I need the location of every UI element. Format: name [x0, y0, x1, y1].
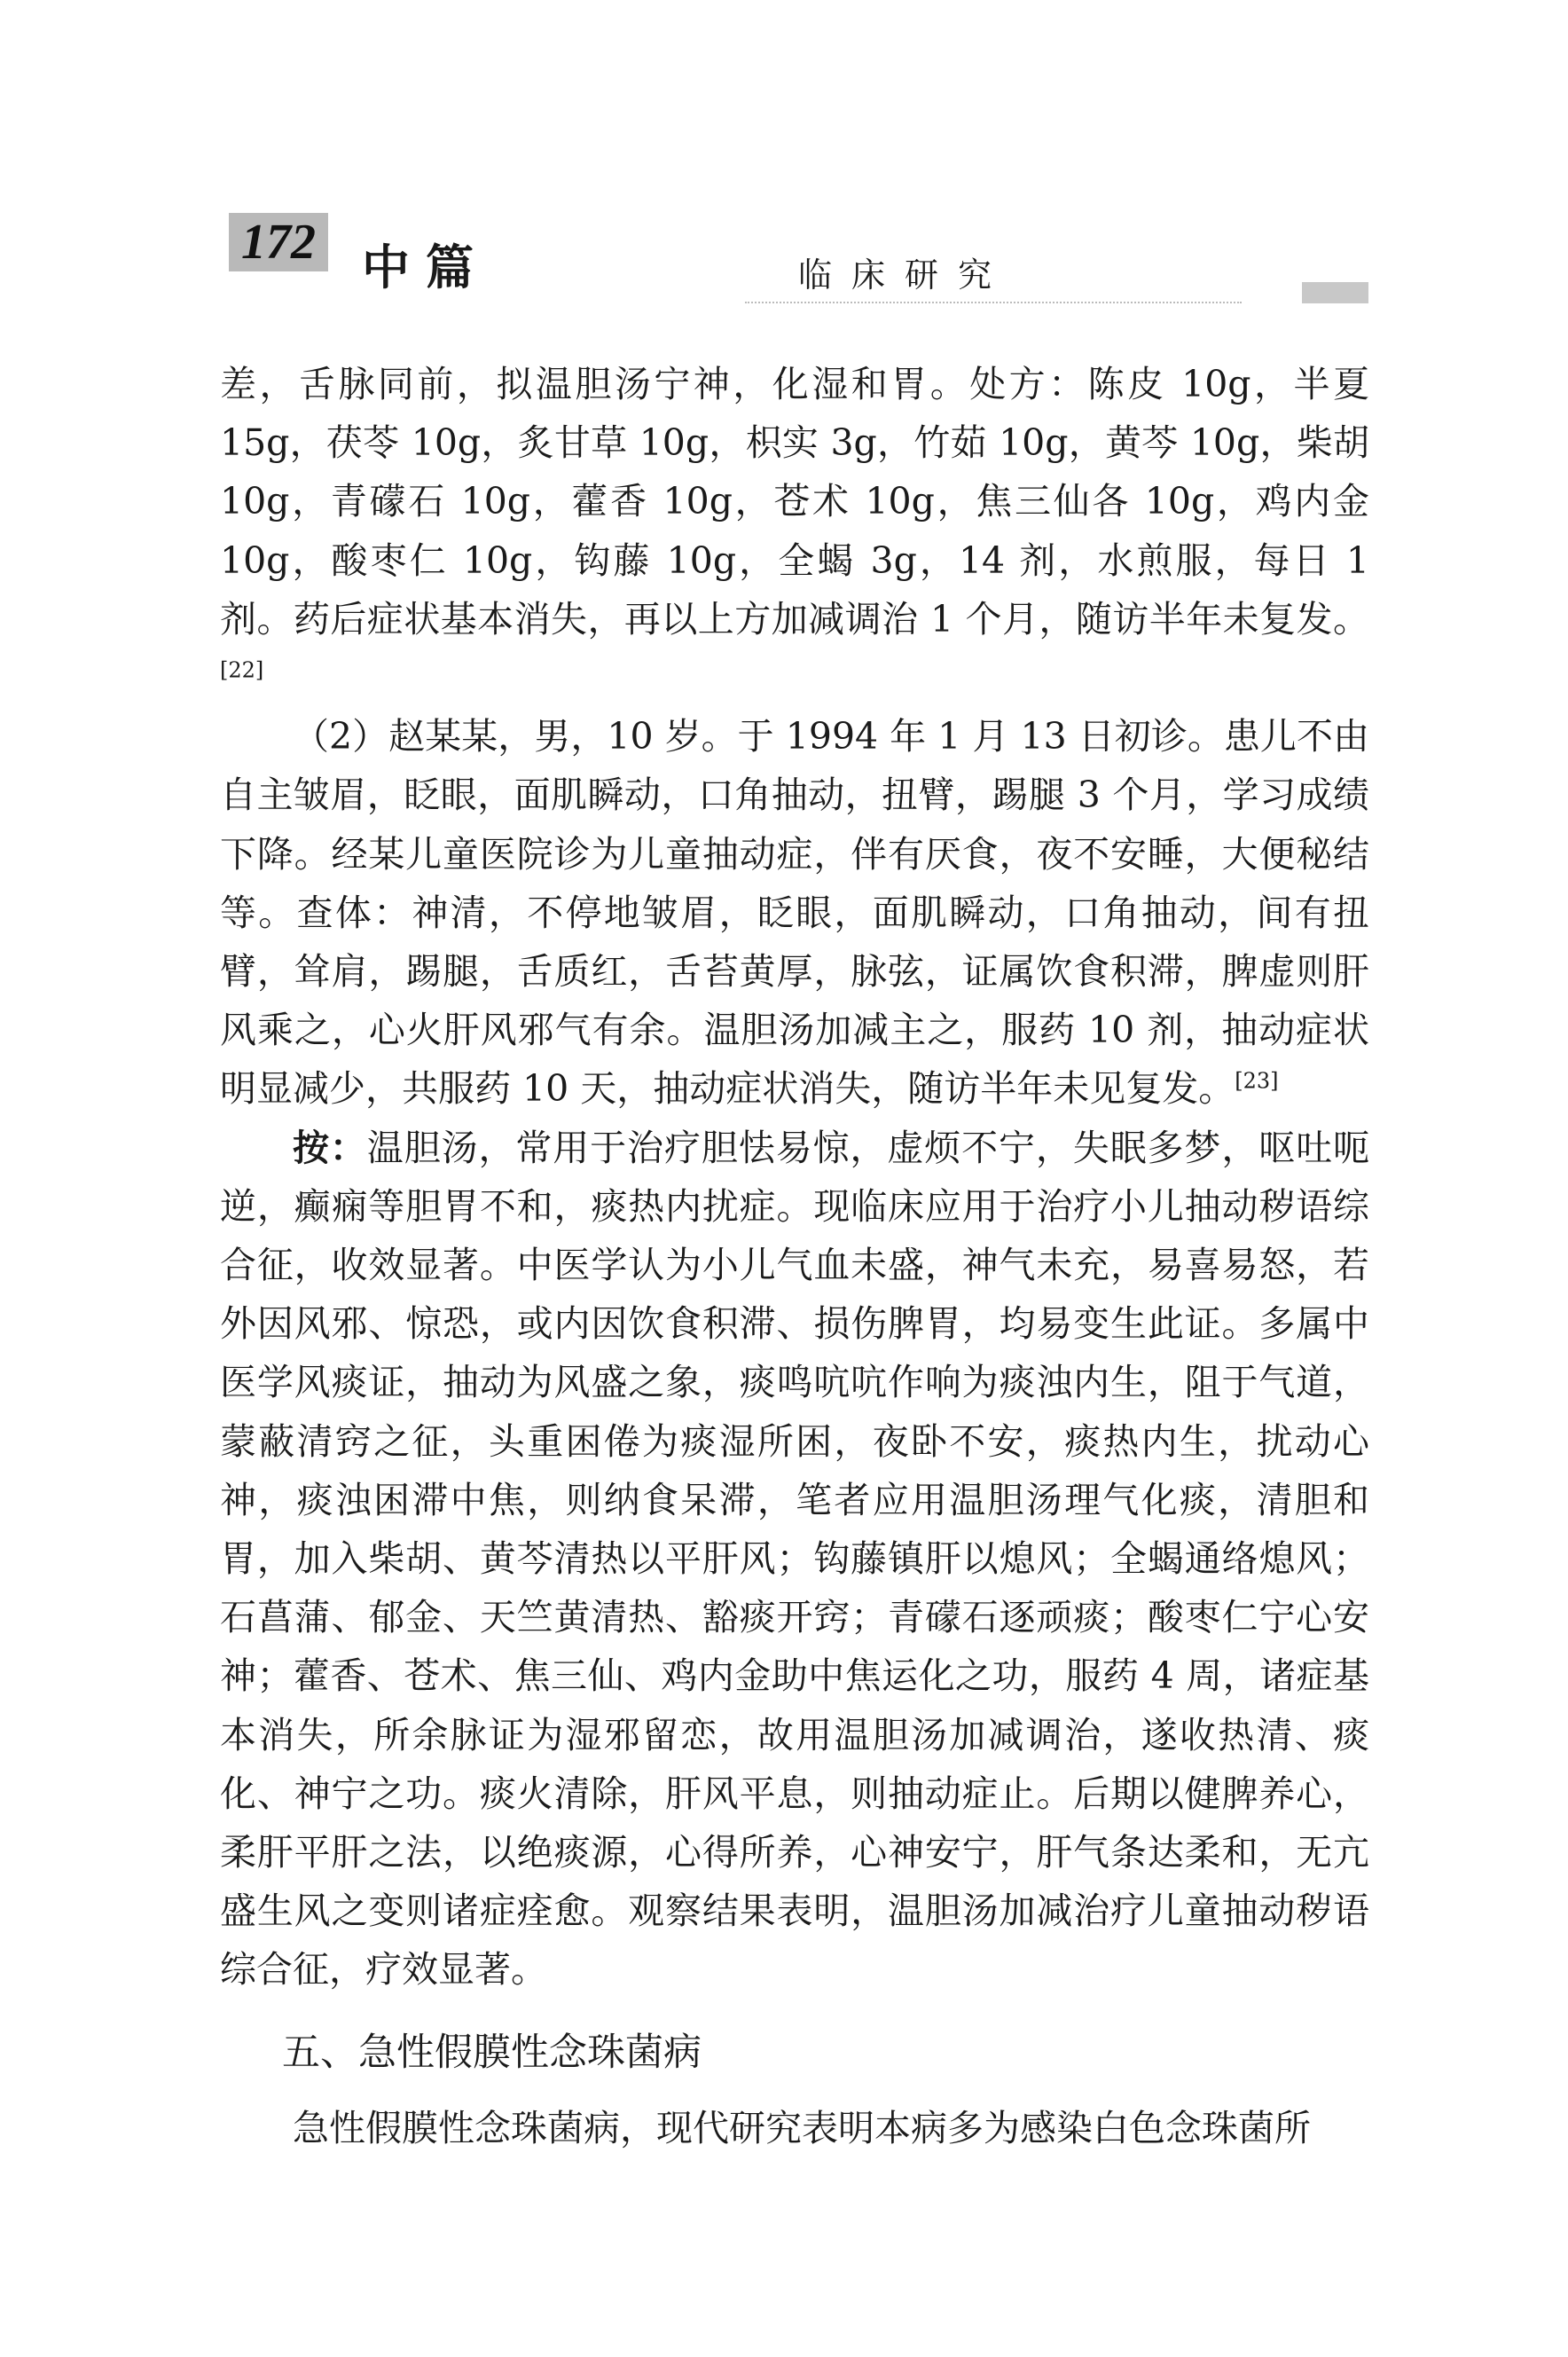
paragraph-candidiasis: [220, 2099, 1369, 2157]
commentary-label: 按：: [293, 1126, 367, 1169]
part-title: 中篇: [362, 240, 490, 295]
header-bar: [1302, 282, 1368, 303]
paragraph-text: （2）赵某某，男，10 岁。于 1994 年 1 月 13 日初诊。患儿不由自主皱眉，眨眼，面肌瞬动，口角抽动，扭臂，踢腿 3 个月，学习成绩下降。经某儿童医院诊为儿童抽动症，伴有厌食，夜不安睡，大便秘结等。查体：神清，不停地皱眉，眨眼，面肌瞬动，口角抽动，间有扭臂，耸肩，踢腿，舌质红，舌苔黄厚，脉弦，证属饮食积滞，脾虚则肝风乘之，心火肝风邪气有余。温胆汤加减主之，服药 10 剂，抽动症状明显减少，共服药 10 天，抽动症状消失，随访半年未见复发。: [220, 715, 1369, 1111]
section-heading: 五、急性假膜性念珠菌病: [282, 2030, 702, 2075]
citation-ref: [23]: [1235, 1068, 1279, 1094]
page-number: 172: [229, 213, 328, 271]
paragraph-case-2: [220, 707, 1369, 1118]
paragraph-text: 差，舌脉同前，拟温胆汤宁神，化湿和胃。处方：陈皮 10g，半夏 15g，茯苓 10g，炙甘草 10g，枳实 3g，竹茹 10g，黄芩 10g，柴胡 10g，青礞石 10g，藿香 10g，苍术 10g，焦三仙各 10g，鸡内金 10g，酸枣仁 10g，钩藤 10g，全蝎 3g，14 剂，水煎服，每日 1 剂。药后症状基本消失，再以上方加减调治 1 个月，随访半年未复发。: [220, 363, 1369, 640]
paragraph-case-continued: [220, 355, 1369, 707]
paragraph-text: 温胆汤，常用于治疗胆怯易惊，虚烦不宁，失眠多梦，呕吐呃逆，癫痫等胆胃不和，痰热内扰症。现临床应用于治疗小儿抽动秽语综合征，收效显著。中医学认为小儿气血未盛，神气未充，易喜易怒，若外因风邪、惊恐，或内因饮食积滞、损伤脾胃，均易变生此证。多属中医学风痰证，抽动为风盛之象，痰鸣吭吭作响为痰浊内生，阻于气道，蒙蔽清窍之征，头重困倦为痰湿所困，夜卧不安，痰热内生，扰动心神，痰浊困滞中焦，则纳食呆滞，笔者应用温胆汤理气化痰，清胆和胃，加入柴胡、黄芩清热以平肝风；钩藤镇肝以熄风；全蝎通络熄风；石菖蒲、郁金、天竺黄清热、豁痰开窍；青礞石逐顽痰；酸枣仁宁心安神；藿香、苍术、焦三仙、鸡内金助中焦运化之功，服药 4 周，诸症基本消失，所余脉证为湿邪留恋，故用温胆汤加减调治，遂收热清、痰化、神宁之功。痰火清除，肝风平息，则抽动症止。后期以健脾养心，柔肝平肝之法，以绝痰源，心得所养，心神安宁，肝气条达柔和，无亢盛生风之变则诸症痊愈。观察结果表明，温胆汤加减治疗儿童抽动秽语综合征，疗效显著。: [220, 1126, 1370, 1992]
page-body: [220, 355, 1369, 2157]
citation-ref: [22]: [220, 657, 264, 683]
paragraph-text: 急性假膜性念珠菌病，现代研究表明本病多为感染白色念珠菌所: [293, 2106, 1311, 2149]
section-title: 临床研究: [798, 255, 1012, 295]
header-rule: [745, 302, 1242, 303]
paragraph-commentary: [220, 1119, 1369, 2000]
